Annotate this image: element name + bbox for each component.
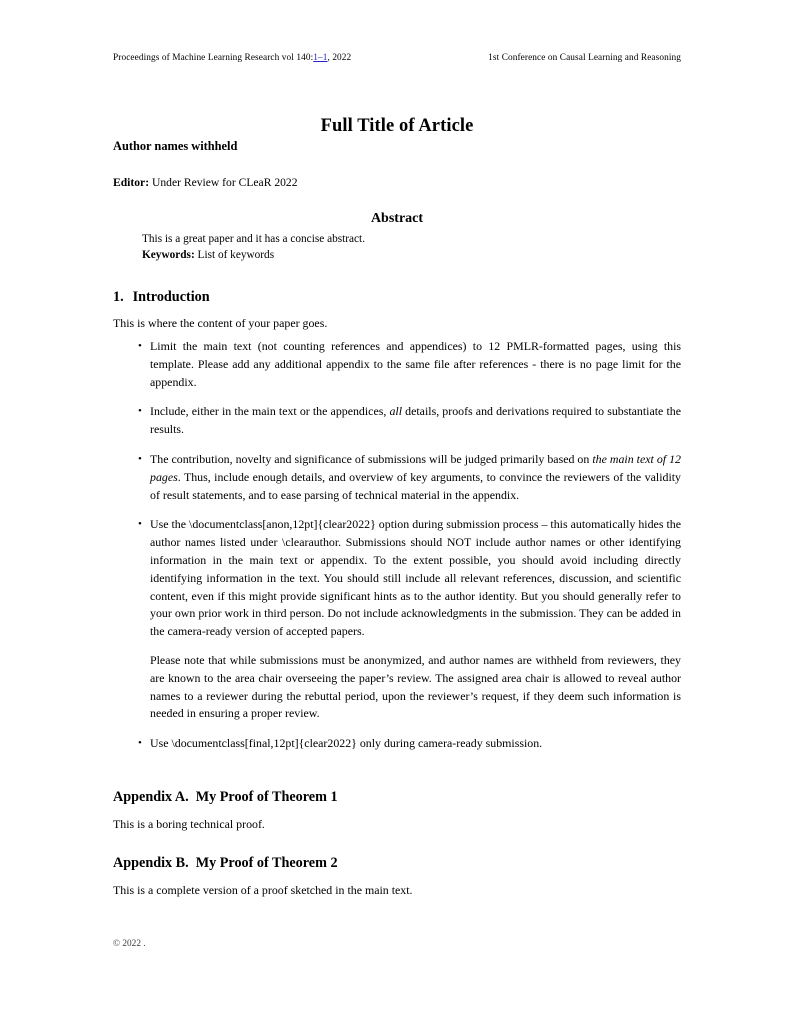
page-title: Full Title of Article [320, 116, 474, 136]
list-item-subparagraph: Please note that while submissions must be anonymized, and author names are withheld from reviewers, they are known to the area chair overseeing the paper’s review. The assigned area chair is allowed to reveal author names to a reviewer during the rebuttal period, upon the reviewer’s request, if they deem such information is needed in ensuring a proper review. [150, 652, 681, 721]
bullet-icon: • [138, 737, 142, 750]
list-item-text: Use \documentclass[final,12pt]{clear2022} only during camera-ready submission. [150, 736, 543, 751]
editor-line [113, 175, 681, 191]
bullet-icon: • [138, 452, 142, 465]
introduction-paragraph: This is where the content of your paper goes. [113, 316, 328, 330]
editor-value: Under Review for CLeaR 2022 [151, 176, 298, 189]
running-head-left [113, 52, 351, 64]
section-heading-introduction [113, 288, 681, 306]
list-item-text: Use the \documentclass[anon,12pt]{clear2022} option during submission process – this automatically hides the author names listed under \clearauthor. Submissions should NOT include author names or other identifying information in the main text or appendix. To the extent possible, you should avoid including directly identifying information in the text. You should still include all relevant references, discussion, and scientific content, even if this might provide significant hints as to the author identity. But you should generally refer to your own prior work in third person. Do not include acknowledgments in the submission. They can be added in the camera-ready version of accepted papers. [150, 517, 681, 639]
list-item-emphasis: the main text of 12 pages [150, 451, 681, 484]
bullet-icon: • [138, 518, 142, 531]
abstract-body [142, 232, 652, 263]
abstract-heading: Abstract [370, 211, 424, 226]
list-item [113, 403, 681, 439]
author-names: Author names withheld [113, 139, 238, 153]
guidelines-list [113, 338, 681, 753]
bullet-icon: • [138, 405, 142, 418]
list-item-text-after: details, proofs and derivations required to substantiate the results. [150, 404, 681, 437]
appendix-b-label: Appendix B. [113, 855, 189, 871]
section-heading-appendix-b [113, 854, 681, 872]
keywords-line [142, 248, 652, 264]
list-item-text: Limit the main text (not counting references and appendices) to 12 PMLR-formatted pages, using this template. Please add any additional appendix to the same file after references - there is no page limit for the appendix. [150, 339, 681, 389]
appendix-a-body: This is a boring technical proof. [113, 817, 265, 831]
running-head [113, 52, 681, 64]
list-item [113, 451, 681, 504]
page-range-link[interactable]: 1–1 [313, 53, 328, 63]
running-head-right: 1st Conference on Causal Learning and Reasoning [488, 53, 681, 63]
running-head-suffix: , 2022 [327, 53, 352, 63]
appendix-a-title: My Proof of Theorem 1 [195, 789, 338, 805]
list-item-text-after: . Thus, include enough details, and overview of key arguments, to convince the reviewers of the validity of result statements, and to ease parsing of technical material in the appendix. [150, 469, 681, 502]
appendix-a-label: Appendix A. [113, 789, 189, 805]
bullet-icon: • [138, 340, 142, 352]
list-item-text-before: The contribution, novelty and significance of submissions will be judged primarily based on [150, 451, 593, 466]
section-number: 1. [113, 289, 124, 305]
list-item-emphasis: all [389, 404, 403, 419]
list-item [113, 735, 681, 753]
running-head-prefix: Proceedings of Machine Learning Research vol 140: [113, 53, 314, 63]
list-item-text-before: Include, either in the main text or the appendices, [150, 404, 390, 419]
list-item [113, 338, 681, 391]
list-item [113, 516, 681, 723]
abstract-text: This is a great paper and it has a concise abstract. [142, 233, 366, 245]
section-title: Introduction [132, 289, 210, 305]
appendix-b-body: This is a complete version of a proof sketched in the main text. [113, 883, 413, 897]
keywords-value: List of keywords [197, 248, 275, 261]
editor-label: Editor: [113, 176, 150, 189]
section-heading-appendix-a [113, 788, 681, 806]
copyright-footer: © 2022 . [113, 939, 146, 949]
appendix-b-title: My Proof of Theorem 2 [195, 855, 338, 871]
keywords-label: Keywords: [142, 248, 195, 261]
